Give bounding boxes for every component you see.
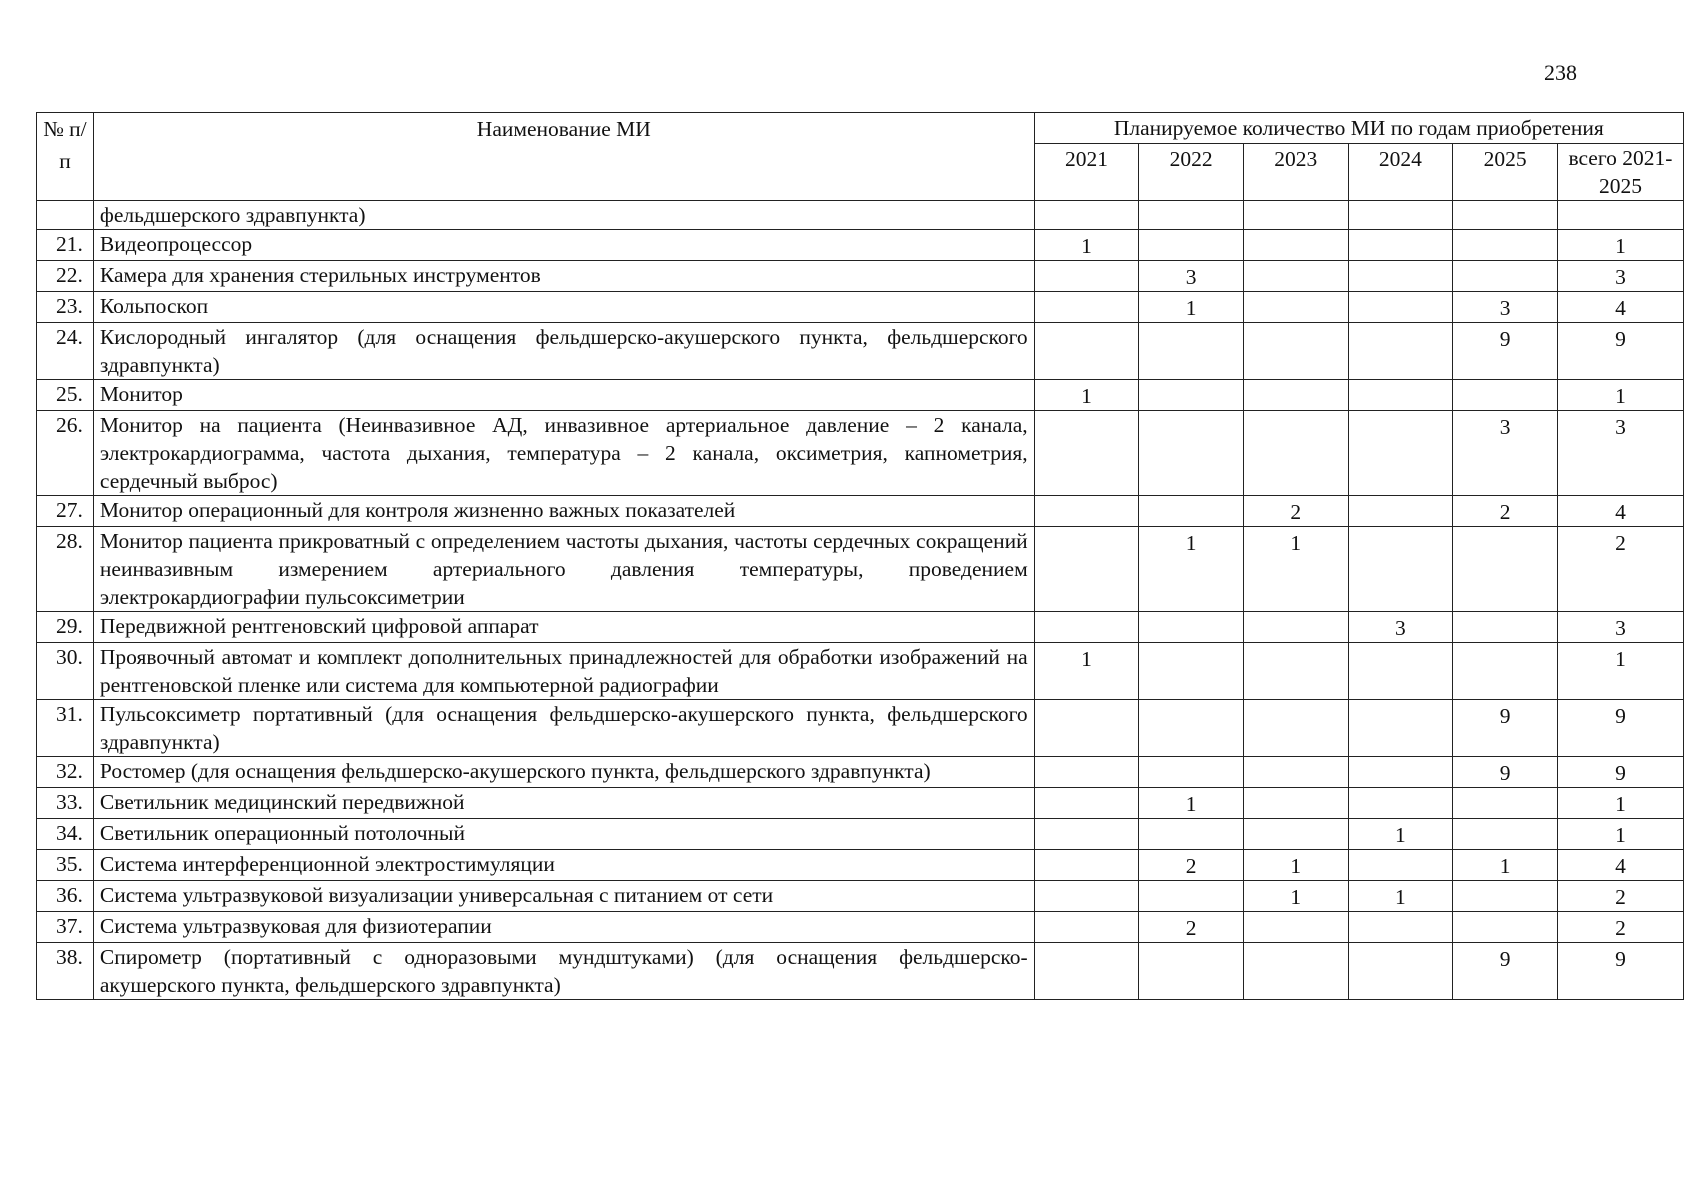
qty-2025 [1453,912,1558,943]
page-number: 238 [1544,60,1577,85]
row-number: 38. [37,943,94,1000]
table-row [37,757,1684,788]
qty-2024 [1348,201,1453,230]
table-row [37,411,1684,496]
qty-2022 [1139,943,1244,1000]
qty-2023 [1243,912,1348,943]
row-name: Передвижной рентгеновский цифровой аппарат [93,612,1034,643]
qty-2022 [1139,612,1244,643]
header-year-2022: 2022 [1139,144,1244,201]
qty-2022 [1139,380,1244,411]
header-year-2025: 2025 [1453,144,1558,201]
qty-2022: 2 [1139,912,1244,943]
qty-total: 1 [1557,230,1683,261]
table-row [37,850,1684,881]
qty-total: 4 [1557,850,1683,881]
qty-2024 [1348,261,1453,292]
header-year-2023: 2023 [1243,144,1348,201]
row-name: фельдшерского здравпункта) [93,201,1034,230]
header-planned-quantity: Планируемое количество МИ по годам приобретения [1034,113,1683,144]
table-row [37,943,1684,1000]
qty-2023 [1243,380,1348,411]
qty-total: 9 [1557,700,1683,757]
row-number: 27. [37,496,94,527]
qty-total: 9 [1557,323,1683,380]
qty-2024 [1348,943,1453,1000]
qty-2023 [1243,323,1348,380]
qty-2023 [1243,943,1348,1000]
row-name: Кислородный ингалятор (для оснащения фельдшерско-акушерского пункта, фельдшерского здравпункта) [93,323,1034,380]
row-name: Монитор на пациента (Неинвазивное АД, инвазивное артериальное давление – 2 канала, электрокардиограмма, частота дыхания, температура – 2 канала, оксиметрия, капнометрия, сердечный выброс) [93,411,1034,496]
qty-2022 [1139,881,1244,912]
table-row [37,261,1684,292]
qty-2025 [1453,201,1558,230]
table-row [37,380,1684,411]
qty-2022: 2 [1139,850,1244,881]
qty-2021: 1 [1034,230,1139,261]
qty-2025 [1453,819,1558,850]
qty-2023 [1243,612,1348,643]
row-number: 37. [37,912,94,943]
qty-2021 [1034,411,1139,496]
qty-2023 [1243,411,1348,496]
qty-2021 [1034,201,1139,230]
qty-2022: 1 [1139,788,1244,819]
qty-total: 1 [1557,819,1683,850]
row-number: 25. [37,380,94,411]
table-row [37,527,1684,612]
qty-total: 1 [1557,380,1683,411]
table-row [37,323,1684,380]
qty-total: 3 [1557,411,1683,496]
qty-total: 4 [1557,496,1683,527]
qty-2022: 3 [1139,261,1244,292]
qty-2023 [1243,643,1348,700]
table-row [37,700,1684,757]
qty-2021 [1034,757,1139,788]
qty-2021 [1034,323,1139,380]
row-name: Монитор операционный для контроля жизненно важных показателей [93,496,1034,527]
qty-2024 [1348,230,1453,261]
qty-2024 [1348,643,1453,700]
qty-2023: 1 [1243,881,1348,912]
qty-2025: 2 [1453,496,1558,527]
medical-equipment-table [36,112,1684,1000]
row-number: 28. [37,527,94,612]
qty-total: 2 [1557,527,1683,612]
qty-2025 [1453,380,1558,411]
qty-2021 [1034,612,1139,643]
table-row [37,496,1684,527]
row-number: 30. [37,643,94,700]
qty-2021 [1034,788,1139,819]
table-row [37,912,1684,943]
qty-2024: 1 [1348,881,1453,912]
row-number: 31. [37,700,94,757]
qty-2023 [1243,757,1348,788]
qty-total: 1 [1557,643,1683,700]
row-number: 23. [37,292,94,323]
qty-2025: 9 [1453,943,1558,1000]
table-header [37,113,1684,201]
row-name: Монитор [93,380,1034,411]
qty-2024 [1348,292,1453,323]
qty-2025: 1 [1453,850,1558,881]
qty-2022 [1139,757,1244,788]
row-number: 24. [37,323,94,380]
qty-2022 [1139,323,1244,380]
row-number: 32. [37,757,94,788]
row-name: Проявочный автомат и комплект дополнительных принадлежностей для обработки изображений на рентгеновской пленке или система для компьютерной радиографии [93,643,1034,700]
row-name: Пульсоксиметр портативный (для оснащения фельдшерско-акушерского пункта, фельдшерского здравпункта) [93,700,1034,757]
qty-2022 [1139,643,1244,700]
header-year-2021: 2021 [1034,144,1139,201]
row-name: Светильник операционный потолочный [93,819,1034,850]
row-number: 36. [37,881,94,912]
qty-2022 [1139,411,1244,496]
header-total: всего 2021-2025 [1557,144,1683,201]
qty-2021 [1034,850,1139,881]
qty-2024 [1348,411,1453,496]
row-number [37,201,94,230]
qty-total [1557,201,1683,230]
row-number: 35. [37,850,94,881]
qty-2023: 2 [1243,496,1348,527]
table-row [37,230,1684,261]
qty-2023 [1243,201,1348,230]
qty-2021 [1034,912,1139,943]
row-name: Светильник медицинский передвижной [93,788,1034,819]
table-row [37,292,1684,323]
qty-2023: 1 [1243,850,1348,881]
row-number: 21. [37,230,94,261]
row-number: 29. [37,612,94,643]
header-number: № п/п [37,113,94,201]
qty-2022 [1139,496,1244,527]
table-row [37,643,1684,700]
qty-2023 [1243,261,1348,292]
qty-2022: 1 [1139,527,1244,612]
qty-2025 [1453,881,1558,912]
header-name: Наименование МИ [93,113,1034,201]
qty-total: 4 [1557,292,1683,323]
qty-2025 [1453,261,1558,292]
row-number: 26. [37,411,94,496]
qty-2021: 1 [1034,380,1139,411]
qty-2024 [1348,912,1453,943]
qty-2025: 9 [1453,700,1558,757]
header-year-2024: 2024 [1348,144,1453,201]
qty-2023 [1243,819,1348,850]
table-row [37,819,1684,850]
qty-total: 1 [1557,788,1683,819]
qty-2023 [1243,788,1348,819]
table-row [37,612,1684,643]
row-name: Кольпоскоп [93,292,1034,323]
qty-2025: 9 [1453,757,1558,788]
qty-2024 [1348,496,1453,527]
table-row [37,788,1684,819]
qty-2024: 3 [1348,612,1453,643]
qty-total: 3 [1557,261,1683,292]
table-body [37,201,1684,1000]
qty-2021 [1034,943,1139,1000]
qty-2021 [1034,881,1139,912]
row-name: Система ультразвуковой визуализации универсальная с питанием от сети [93,881,1034,912]
qty-2021 [1034,700,1139,757]
qty-2022: 1 [1139,292,1244,323]
qty-2021 [1034,292,1139,323]
qty-2021 [1034,819,1139,850]
qty-2022 [1139,819,1244,850]
qty-2022 [1139,230,1244,261]
qty-2022 [1139,201,1244,230]
qty-2025: 3 [1453,292,1558,323]
qty-2024 [1348,700,1453,757]
qty-2025 [1453,643,1558,700]
qty-2024 [1348,788,1453,819]
row-name: Система ультразвуковая для физиотерапии [93,912,1034,943]
qty-2025 [1453,788,1558,819]
qty-2023 [1243,292,1348,323]
qty-2024 [1348,380,1453,411]
row-name: Камера для хранения стерильных инструментов [93,261,1034,292]
qty-2023: 1 [1243,527,1348,612]
qty-2022 [1139,700,1244,757]
qty-2021 [1034,496,1139,527]
row-name: Видеопроцессор [93,230,1034,261]
qty-2024 [1348,527,1453,612]
qty-2024 [1348,850,1453,881]
qty-total: 2 [1557,912,1683,943]
qty-2021 [1034,261,1139,292]
qty-2025: 3 [1453,411,1558,496]
qty-2024 [1348,323,1453,380]
qty-2025 [1453,527,1558,612]
qty-total: 3 [1557,612,1683,643]
qty-2024: 1 [1348,819,1453,850]
row-name: Система интерференционной электростимуляции [93,850,1034,881]
row-number: 22. [37,261,94,292]
qty-2021: 1 [1034,643,1139,700]
qty-total: 9 [1557,757,1683,788]
qty-2023 [1243,700,1348,757]
row-name: Монитор пациента прикроватный с определением частоты дыхания, частоты сердечных сокращений неинвазивным измерением артериального давления температуры, проведением электрокардиографии пульсоксиметрии [93,527,1034,612]
row-number: 33. [37,788,94,819]
qty-2025: 9 [1453,323,1558,380]
qty-2024 [1348,757,1453,788]
qty-2025 [1453,612,1558,643]
row-name: Спирометр (портативный с одноразовыми мундштуками) (для оснащения фельдшерско-акушерского пункта, фельдшерского здравпункта) [93,943,1034,1000]
qty-2023 [1243,230,1348,261]
table-row [37,881,1684,912]
table-row [37,201,1684,230]
qty-2021 [1034,527,1139,612]
qty-total: 9 [1557,943,1683,1000]
qty-2025 [1453,230,1558,261]
row-name: Ростомер (для оснащения фельдшерско-акушерского пункта, фельдшерского здравпункта) [93,757,1034,788]
row-number: 34. [37,819,94,850]
qty-total: 2 [1557,881,1683,912]
